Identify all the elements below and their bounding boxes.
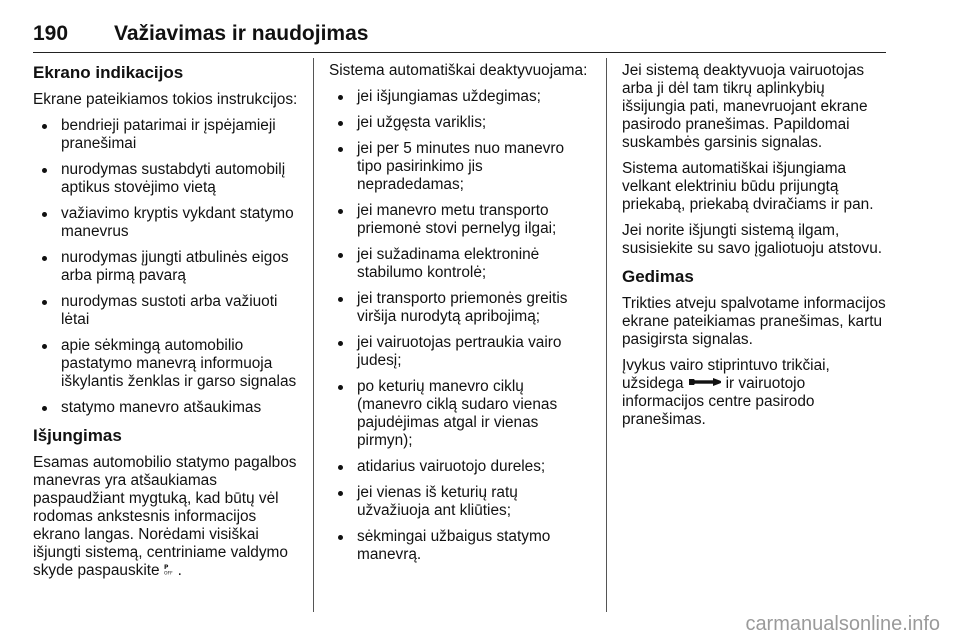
paragraph: Sistema automatiškai išjungiama velkant elektriniu būdu prijungtą priekabą, priekabą dviračiams ir pan. [622, 160, 874, 213]
list-item: jei vairuotojas pertraukia vairo judesį; [329, 334, 591, 370]
list-item: apie sėkmingą automobilio pastatymo manevrą informuoja iškylantis ženklas ir garso signalas [33, 337, 301, 391]
intro-text: Ekrane pateikiamos tokios instrukcijos: [33, 91, 298, 108]
list-item: jei užgęsta variklis; [329, 114, 591, 132]
watermark: carmanualsonline.info [745, 613, 940, 635]
fault-text-start: Įvykus vairo stiprintuvo trikčiai, užsidega [622, 357, 830, 393]
column-divider [313, 58, 314, 612]
shutdown-text-body: Esamas automobilio statymo pagalbos manevras yra atšaukiamas paspaudžiant mygtuką, kad būtų vėl rodomas ankstesnis informacijos ekrano langas. Norėdami visiškai išjungti sistemą, centriniame valdymo skyde paspauskite [33, 454, 297, 580]
column-1 [33, 62, 301, 588]
svg-text:P: P [163, 564, 169, 571]
list-item: važiavimo kryptis vykdant statymo manevrus [33, 205, 301, 241]
steering-fault-icon [688, 375, 722, 393]
list-item: nurodymas įjungti atbulinės eigos arba pirmą pavarą [33, 249, 301, 285]
paragraph [622, 357, 888, 429]
list-item: sėkmingai užbaigus statymo manevrą. [329, 528, 591, 564]
list-item: atidarius vairuotojo dureles; [329, 458, 591, 476]
list-item: po keturių manevro ciklų (manevro ciklą sudaro vienas pajudėjimas atgal ir vienas pirmyn); [329, 378, 591, 450]
list-item: jei manevro metu transporto priemonė stovi pernelyg ilgai; [329, 202, 591, 238]
list-item: jei išjungiamas uždegimas; [329, 88, 591, 106]
park-assist-off-icon [164, 562, 174, 580]
intro-text: Sistema automatiškai deaktyvuojama: [329, 62, 588, 79]
instruction-list [33, 117, 301, 417]
shutdown-text-end: . [177, 562, 182, 580]
list-item: nurodymas sustabdyti automobilį aptikus stovėjimo vietą [33, 161, 301, 197]
list-item: jei per 5 minutes nuo manevro tipo pasirinkimo jis nepradedamas; [329, 140, 591, 194]
shutdown-text [33, 454, 301, 580]
fault-text-end: ir vairuotojo informacijos centre pasirodo pranešimas. [622, 375, 815, 429]
section-heading-fault: Gedimas [622, 267, 694, 286]
page-number: 190 [33, 22, 69, 45]
section-heading-display: Ekrano indikacijos [33, 63, 184, 82]
paragraph: Trikties atveju spalvotame informacijos ekrane pateikiamas pranešimas, kartu pasigirsta signalas. [622, 295, 886, 348]
svg-text:OFF: OFF [163, 571, 173, 575]
page-header [33, 22, 886, 53]
column-2 [329, 62, 591, 572]
list-item: nurodymas sustoti arba važiuoti lėtai [33, 293, 301, 329]
list-item: bendrieji patarimai ir įspėjamieji pranešimai [33, 117, 301, 153]
list-item: jei sužadinama elektroninė stabilumo kontrolė; [329, 246, 591, 282]
paragraph: Jei norite išjungti sistemą ilgam, susisiekite su savo įgaliotuoju atstovu. [622, 222, 883, 257]
section-heading-shutdown: Išjungimas [33, 426, 122, 445]
list-item: jei vienas iš keturių ratų užvažiuoja ant kliūties; [329, 484, 591, 520]
deactivation-list [329, 88, 591, 564]
list-item: statymo manevro atšaukimas [33, 399, 301, 417]
column-3 [622, 62, 888, 437]
column-divider [606, 58, 607, 612]
list-item: jei transporto priemonės greitis viršija nurodytą apribojimą; [329, 290, 591, 326]
page-title: Važiavimas ir naudojimas [114, 22, 369, 45]
paragraph: Jei sistemą deaktyvuoja vairuotojas arba ji dėl tam tikrų aplinkybių išsijungia pati, manevruojant ekrane pasirodo pranešimas. Papildomai suskambės garsinis signalas. [622, 62, 868, 151]
